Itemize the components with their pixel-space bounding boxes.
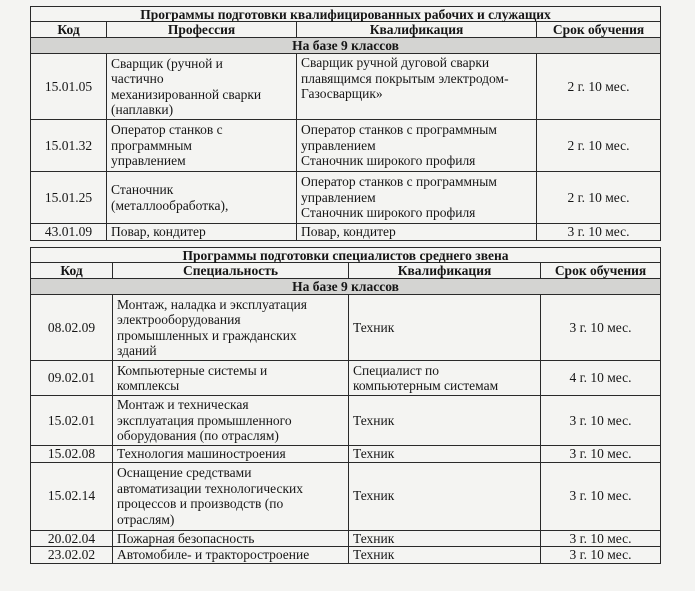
specialty-cell [113,295,349,361]
code-cell: 15.02.01 [31,396,113,446]
cell-line: Станочник широкого профиля [301,205,476,221]
cell-line: отраслям) [117,511,175,527]
qualification-cell [297,54,537,120]
qualification-cell [349,361,541,396]
term-cell: 3 г. 10 мес. [541,530,661,547]
column-header-specialty: Специальность [113,263,349,279]
cell-line: Монтаж, наладка и эксплуатация [117,296,307,312]
cell-line: процессов и производств (по [117,496,284,511]
term-cell: 4 г. 10 мес. [541,361,661,396]
table-row [31,547,661,564]
base-level-row: На базе 9 классов [31,279,661,295]
code-cell: 08.02.09 [31,295,113,361]
code-cell: 23.02.02 [31,547,113,564]
qualification-cell [297,120,537,172]
term-cell: 3 г. 10 мес. [541,547,661,564]
table-row [31,530,661,547]
table-row [31,361,661,396]
code-cell: 15.01.25 [31,172,107,224]
cell-line: (металлообработка), [111,197,229,213]
section-title: Программы подготовки специалистов среднего звена [31,248,661,263]
cell-line: Оператор станков с программным [301,174,497,190]
section-title: Программы подготовки квалифицированных рабочих и служащих [31,7,661,22]
qualification-cell: Техник [349,530,541,547]
cell-line: механизированной сварки [111,86,262,102]
base-level-row: На базе 9 классов [31,38,661,54]
cell-line: электрооборудования [117,312,241,327]
workers-programs-table [30,6,661,241]
qualification-cell: Техник [349,396,541,446]
cell-line: программным [111,137,192,153]
term-cell: 3 г. 10 мес. [541,396,661,446]
table-row [31,295,661,361]
column-header-code: Код [31,263,113,279]
qualification-cell: Техник [349,446,541,463]
profession-cell: Повар, кондитер [107,224,297,241]
cell-line: управлением [301,137,376,153]
cell-line: Монтаж и техническая [117,397,249,413]
cell-line: промышленных и гражданских [117,327,297,343]
cell-line: Оснащение средствами [117,465,252,480]
cell-line: автоматизации технологических [117,480,303,496]
column-header-term: Срок обучения [537,22,661,38]
cell-line: управлением [111,153,186,169]
qualification-cell: Техник [349,295,541,361]
cell-line: зданий [117,343,157,358]
qualification-cell: Техник [349,462,541,530]
code-cell: 15.02.08 [31,446,113,463]
cell-line: Оператор станков с [111,122,223,138]
code-cell: 15.01.05 [31,54,107,120]
cell-line: Газосварщик» [301,86,383,101]
cell-line: Станочник широкого профиля [301,153,476,169]
table-row [31,396,661,446]
specialty-cell [113,361,349,396]
cell-line: компьютерным системам [353,378,499,393]
table-row [31,120,661,172]
table-row [31,54,661,120]
cell-line: Оператор станков с программным [301,122,497,138]
cell-line: эксплуатация промышленного [117,412,292,428]
code-cell: 20.02.04 [31,530,113,547]
term-cell: 2 г. 10 мес. [537,120,661,172]
column-header-qualification: Квалификация [297,22,537,38]
specialty-cell: Технология машиностроения [113,446,349,463]
cell-line: Сварщик ручной дуговой сварки [301,55,490,70]
cell-line: Станочник [111,182,174,197]
column-header-qualification: Квалификация [349,263,541,279]
profession-cell [107,54,297,120]
term-cell: 3 г. 10 мес. [541,295,661,361]
specialty-cell: Автомобиле- и тракторостроение [113,547,349,564]
cell-line: плавящимся покрытым электродом- [301,70,509,86]
column-header-profession: Профессия [107,22,297,38]
cell-line: комплексы [117,378,180,393]
qualification-cell [297,172,537,224]
cell-line: Компьютерные системы и [117,362,268,378]
column-header-code: Код [31,22,107,38]
specialty-cell [113,396,349,446]
code-cell: 15.01.32 [31,120,107,172]
cell-line: частично [111,71,164,86]
table-row [31,224,661,241]
table-row [31,446,661,463]
profession-cell [107,120,297,172]
cell-line: оборудования (по отраслям) [117,428,279,444]
code-cell: 43.01.09 [31,224,107,241]
cell-line: Специалист по [353,362,439,378]
column-header-term: Срок обучения [541,263,661,279]
profession-cell [107,172,297,224]
term-cell: 3 г. 10 мес. [541,462,661,530]
qualification-cell: Техник [349,547,541,564]
specialists-programs-table [30,247,661,564]
cell-line: управлением [301,189,376,205]
term-cell: 2 г. 10 мес. [537,172,661,224]
code-cell: 09.02.01 [31,361,113,396]
term-cell: 3 г. 10 мес. [537,224,661,241]
term-cell: 2 г. 10 мес. [537,54,661,120]
term-cell: 3 г. 10 мес. [541,446,661,463]
specialty-cell [113,462,349,530]
cell-line: (наплавки) [111,102,174,117]
code-cell: 15.02.14 [31,462,113,530]
specialty-cell: Пожарная безопасность [113,530,349,547]
table-row [31,172,661,224]
table-row [31,462,661,530]
cell-line: Сварщик (ручной и [111,55,223,71]
qualification-cell: Повар, кондитер [297,224,537,241]
